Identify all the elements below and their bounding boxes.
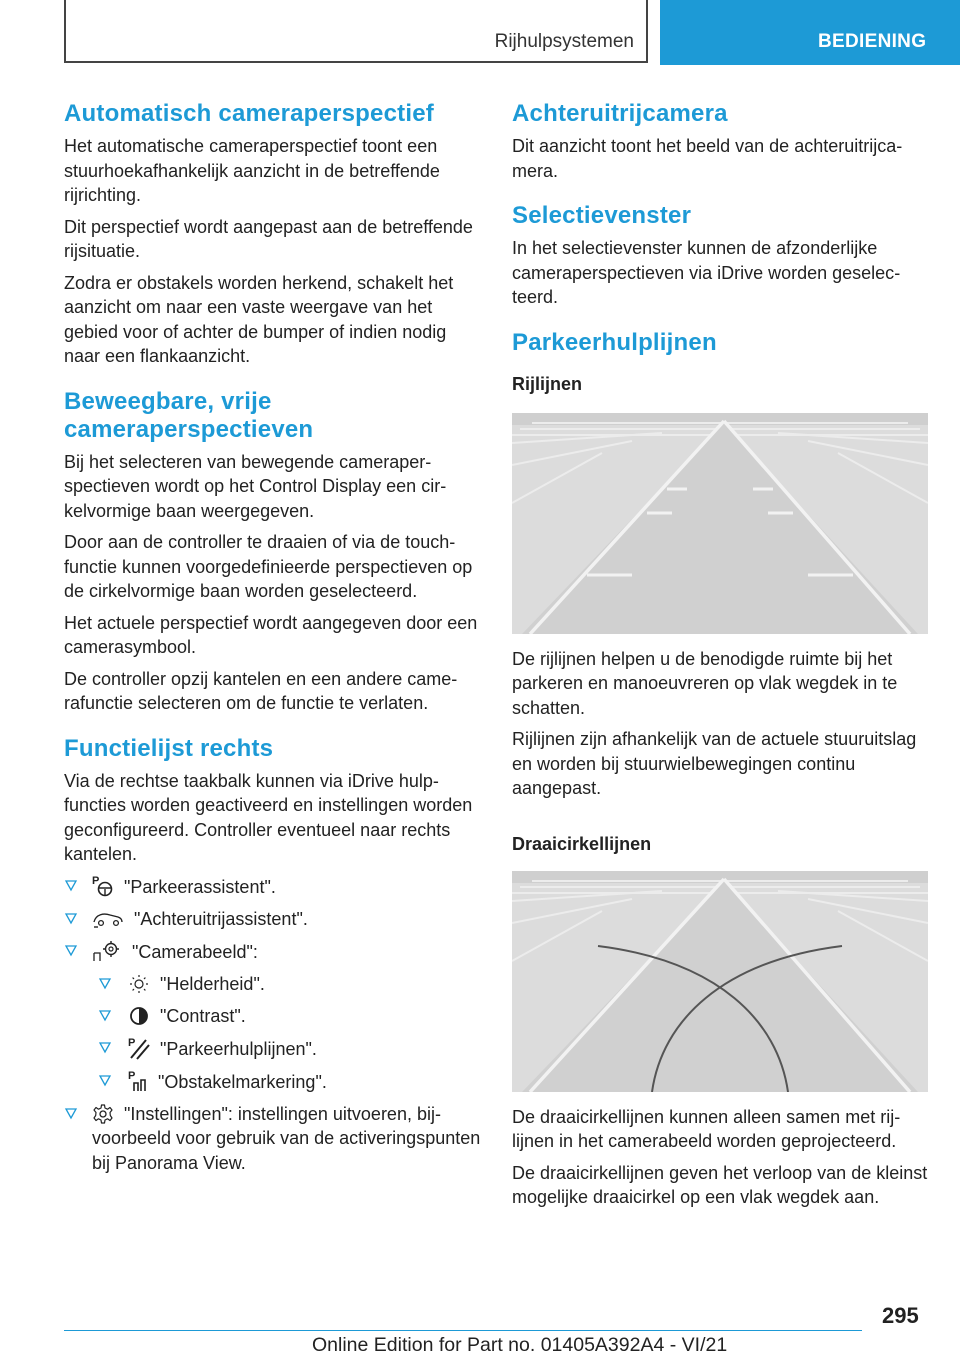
paragraph: Bij het selecteren van bewegende cameraperspectieven wordt op het Control Display een cirkelvormige baan weergegeven. [64,451,447,521]
paragraph: Door aan de controller te draaien of via de touchfunctie kunnen voorgedefinieerde perspectieven op de cirkelvormige baan worden geselecteerd. [64,532,473,601]
svg-text:P: P [128,1036,136,1049]
svg-text:P: P [128,1069,136,1082]
paragraph: De draaicirkellijnen geven het verloop van de kleinst mogelijke draaicirkel op een vlak wegdek aan. [512,1162,928,1207]
page-number: 295 [882,1303,919,1328]
contrast-icon [128,1005,150,1027]
paragraph: In het selectievenster kunnen de afzonderlijke cameraperspectieven via iDrive worden geselecteerd. [512,238,901,307]
reversing-assistant-icon [92,908,124,930]
bullet-triangle-icon [64,875,78,895]
section-selection-window [512,202,928,310]
driving-lines-illustration [512,413,928,634]
footer-divider [64,1330,862,1331]
heading-movable-perspectives: Beweegbare, vrije cameraperspectieven [64,387,314,443]
footer-edition: Online Edition for Part no. 01405A392A4 - VI/21 [312,1334,728,1356]
paragraph: Rijlijnen zijn afhankelijk van de actuele stuuruitslag en worden bij stuurwielbewegingen continu aangepast. [512,729,917,798]
driving-lines-figure [512,413,928,634]
paragraph: Het actuele perspectief wordt aangegeven door een camerasymbool. [64,612,478,657]
paragraph: De rijlijnen helpen u de benodigde ruimte bij het parkeren en manoeuvreren op vlak wegdek in te schatten. [512,648,898,718]
list-item-settings [64,1102,484,1176]
item-text: "Helderheid". [160,973,265,994]
turning-lines-illustration [512,871,928,1092]
list-subitem-obstacle-marking [64,1069,484,1095]
turning-lines-figure [512,871,928,1092]
item-text: "Parkeerassistent". [124,876,276,897]
heading-selection-window: Selectievenster [512,202,692,229]
settings-gear-icon [92,1103,114,1125]
svg-text:P: P [92,874,100,887]
paragraph: Zodra er obstakels worden herkend, schakelt het aanzicht om naar een vaste weergave van het gebied voor of achter de bumper of indien nodig naar een flankaanzicht. [64,272,454,366]
item-text: "Obstakelmarkering". [158,1071,327,1092]
subheading-driving-lines: Rijlijnen [512,373,583,394]
section-rear-camera [512,100,928,183]
paragraph: Via de rechtse taakbalk kunnen via iDrive hulpfuncties worden geactiveerd en instellingen worden geconfigureerd. Controller eventueel naar rechts kantelen. [64,770,473,864]
paragraph: Dit aanzicht toont het beeld van de achteruitrijcamera. [512,136,903,181]
header-chapter-title: BEDIENING [818,31,927,52]
bullet-triangle-icon [98,1037,112,1057]
header-section-title: Rijhulpsystemen [494,31,634,52]
list-item-reversing-assistant [64,907,484,932]
paragraph: Dit perspectief wordt aangepast aan de betreffende rijsituatie. [64,216,473,261]
item-text: "Achteruitrijassistent". [134,908,308,929]
obstacle-marking-icon [128,1069,148,1093]
subheading-turning-lines: Draaicirkellijnen [512,833,652,854]
bullet-triangle-icon [98,973,112,993]
bullet-triangle-icon [98,1005,112,1025]
left-column [64,100,484,1194]
heading-function-list: Functielijst rechts [64,734,274,762]
list-subitem-parking-lines [64,1036,484,1062]
item-text: "Contrast". [160,1005,246,1026]
bullet-triangle-icon [98,1070,112,1090]
bullet-triangle-icon [64,1103,78,1123]
list-subitem-contrast [64,1004,484,1029]
bullet-triangle-icon [64,908,78,928]
item-text: "Camerabeeld": [132,941,258,962]
heading-rear-camera: Achteruitrijcamera [512,100,728,127]
section-movable-perspectives [64,388,484,716]
section-function-list [64,735,484,1176]
list-subitem-brightness [64,972,484,997]
camera-view-icon [92,939,122,963]
header-chapter-tab [660,0,960,65]
section-auto-perspective [64,100,484,369]
list-item-camera-view [64,939,484,965]
section-parking-lines [512,329,928,1210]
function-list [64,874,484,1176]
park-assistant-icon [92,874,114,898]
paragraph: De draaicirkellijnen kunnen alleen samen met rijlijnen in het camerabeeld worden geprojecteerd. [512,1106,901,1151]
paragraph: Het automatische cameraperspectief toont een stuurhoekafhankelijk aanzicht in de betreffende rijrichting. [64,136,440,205]
list-item-park-assistant [64,874,484,900]
bullet-triangle-icon [64,940,78,960]
item-text: "Instellingen": instellingen uitvoeren, bijvoorbeeld voor gebruik van de activeringspunten bij Panorama View. [92,1103,481,1173]
heading-parking-lines: Parkeerhulplijnen [512,328,717,356]
brightness-icon [128,973,150,995]
item-text: "Parkeerhulplijnen". [160,1038,317,1059]
heading-auto-perspective: Automatisch cameraperspectief [64,100,434,127]
right-column [512,100,928,1217]
header-section-box [64,0,648,63]
paragraph: De controller opzij kantelen en een andere camerafunctie selecteren om de functie te verlaten. [64,668,458,713]
parking-lines-icon [128,1036,150,1060]
